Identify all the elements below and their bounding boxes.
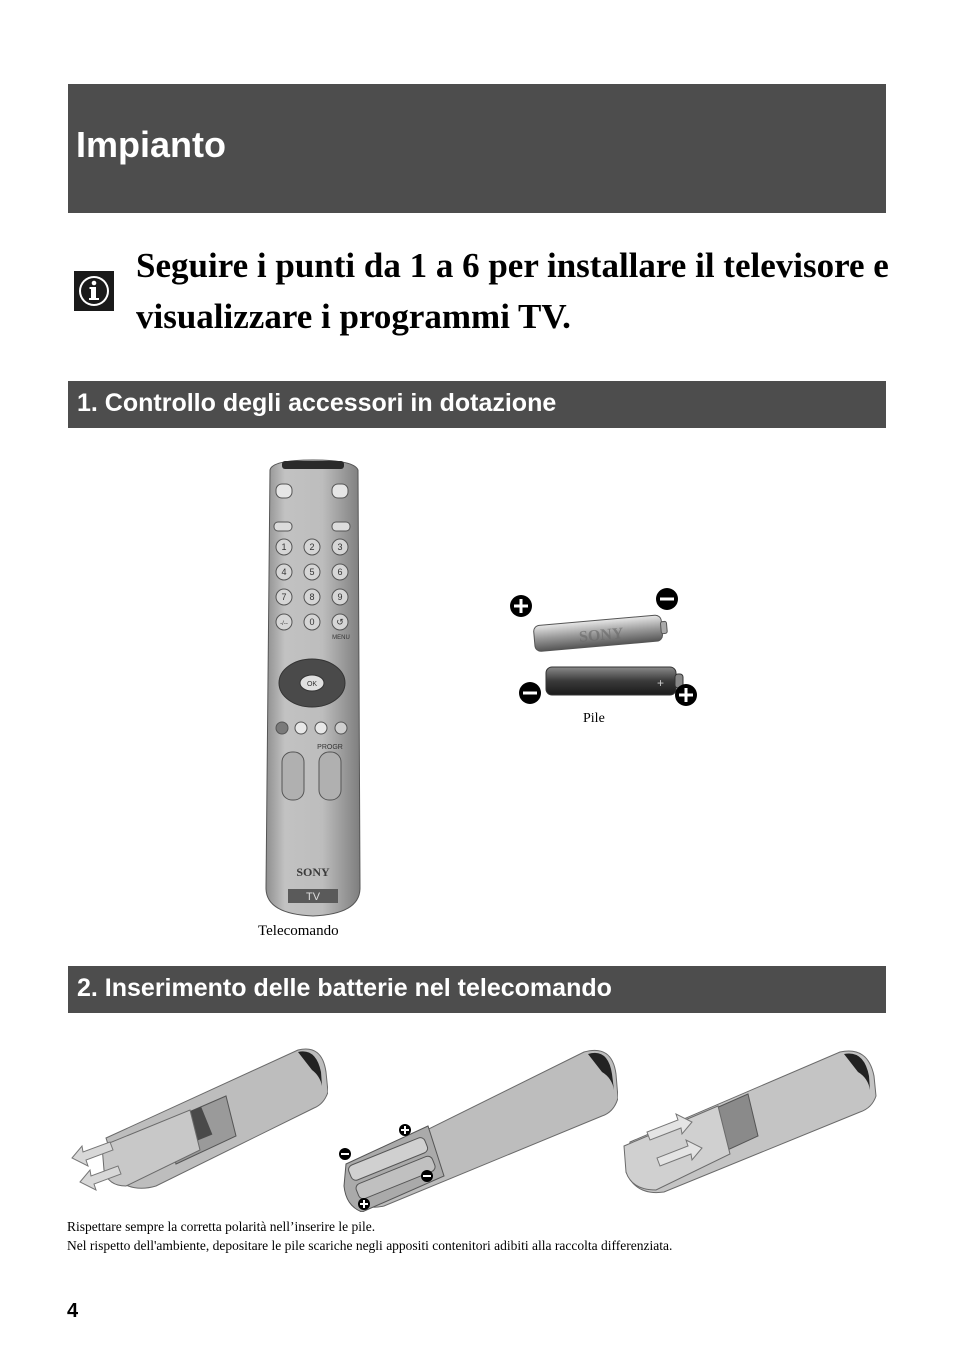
battery-brand: SONY (578, 625, 625, 646)
polarity-note: Rispettare sempre la corretta polarità nell’inserire le pile. (67, 1219, 376, 1234)
remote-key-2: 2 (309, 542, 315, 552)
batteries-image (506, 587, 698, 709)
remote-key-9: 9 (337, 592, 343, 602)
minus-icon (421, 1170, 433, 1182)
section-2-header (68, 966, 886, 1013)
minus-icon (519, 682, 541, 704)
remote-ok-label: OK (306, 681, 318, 688)
section-2-title: 2. Inserimento delle batterie nel telecomando (77, 974, 612, 1002)
minus-icon (656, 588, 678, 610)
remote-caption: Telecomando (258, 923, 339, 939)
page-number: 4 (67, 1300, 79, 1322)
minus-icon (339, 1148, 351, 1160)
insert-batteries-image (336, 1046, 618, 1212)
remote-progr-label: PROGR (317, 744, 343, 751)
plus-icon (510, 595, 532, 617)
environment-note: Nel rispetto dell'ambiente, depositare le pile scariche negli appositi contenitori adibiti alla raccolta differenziata. (67, 1238, 673, 1253)
close-battery-cover-image (618, 1046, 880, 1196)
remote-key-4: 4 (281, 567, 287, 577)
remote-key-back: ↺ (336, 617, 344, 627)
remote-key-7: 7 (281, 592, 287, 602)
section-1-header (68, 381, 886, 428)
remote-key-5: 5 (309, 567, 315, 577)
batteries-caption: Pile (583, 711, 605, 726)
open-battery-cover-image (66, 1046, 328, 1192)
remote-mode-label: TV (305, 891, 321, 903)
remote-key-1: 1 (281, 542, 287, 552)
intro-text: Seguire i punti da 1 a 6 per installare il televisore e visualizzare i programmi TV. (136, 246, 889, 336)
plus-icon (675, 684, 697, 706)
remote-key-8: 8 (309, 592, 315, 602)
svg-text:+: + (657, 676, 665, 690)
chapter-header (68, 84, 886, 213)
info-icon (74, 271, 114, 311)
remote-key-digits: -/-- (280, 621, 288, 627)
remote-key-0: 0 (309, 617, 315, 627)
remote-control-image (262, 458, 364, 920)
remote-menu-label: MENU (332, 635, 350, 641)
remote-brand: SONY (296, 865, 330, 879)
section-1-title: 1. Controllo degli accessori in dotazione (77, 389, 557, 417)
plus-icon (399, 1124, 411, 1136)
plus-icon (358, 1198, 370, 1210)
chapter-title: Impianto (76, 124, 226, 165)
remote-key-3: 3 (337, 542, 343, 552)
remote-key-6: 6 (337, 567, 343, 577)
